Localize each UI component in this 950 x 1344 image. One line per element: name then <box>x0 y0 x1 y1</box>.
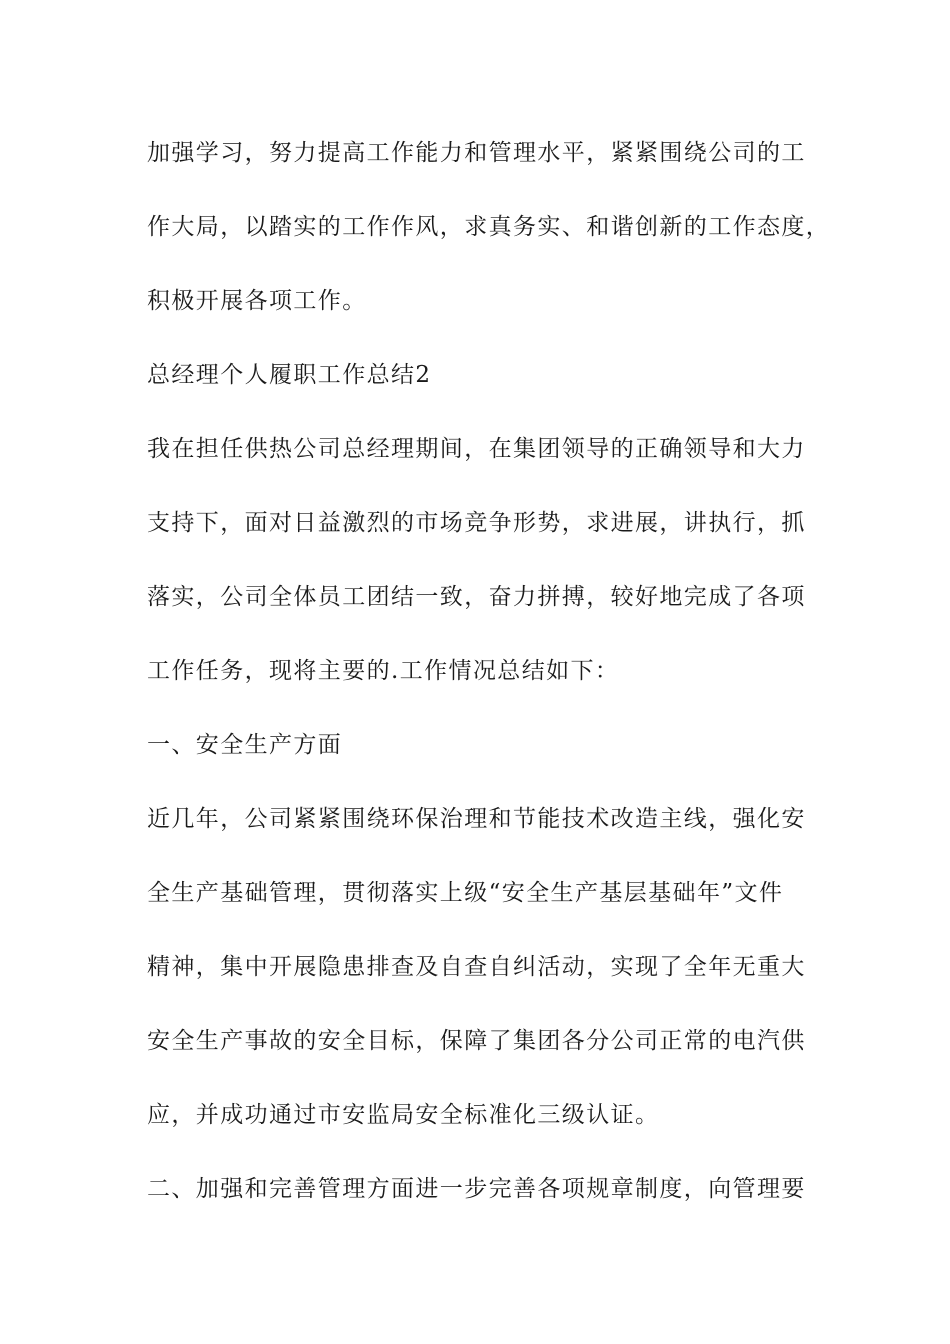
section-heading: 一、安全生产方面 <box>147 732 343 758</box>
paragraph-line: 全生产基础管理，贯彻落实上级“安全生产基层基础年”文件 <box>147 880 784 906</box>
paragraph-line: 二、加强和完善管理方面进一步完善各项规章制度，向管理要 <box>147 1176 806 1202</box>
paragraph-line: 加强学习，努力提高工作能力和管理水平，紧紧围绕公司的工 <box>147 140 806 166</box>
section-title: 总经理个人履职工作总结2 <box>147 362 432 388</box>
paragraph-line: 支持下，面对日益激烈的市场竞争形势，求进展，讲执行，抓 <box>147 510 806 536</box>
paragraph-line: 应，并成功通过市安监局安全标准化三级认证。 <box>147 1102 660 1128</box>
paragraph-line: 作大局，以踏实的工作作风，求真务实、和谐创新的工作态度， <box>147 214 831 240</box>
paragraph-line: 安全生产事故的安全目标，保障了集团各分公司正常的电汽供 <box>147 1028 806 1054</box>
paragraph-line: 积极开展各项工作。 <box>147 288 367 314</box>
paragraph-line: 近几年，公司紧紧围绕环保治理和节能技术改造主线，强化安 <box>147 806 806 832</box>
paragraph-line: 精神，集中开展隐患排查及自查自纠活动，实现了全年无重大 <box>147 954 806 980</box>
paragraph-line: 落实，公司全体员工团结一致，奋力拼搏，较好地完成了各项 <box>147 584 806 610</box>
paragraph-line: 工作任务，现将主要的.工作情况总结如下： <box>147 658 620 684</box>
paragraph-line: 我在担任供热公司总经理期间，在集团领导的正确领导和大力 <box>147 436 806 462</box>
